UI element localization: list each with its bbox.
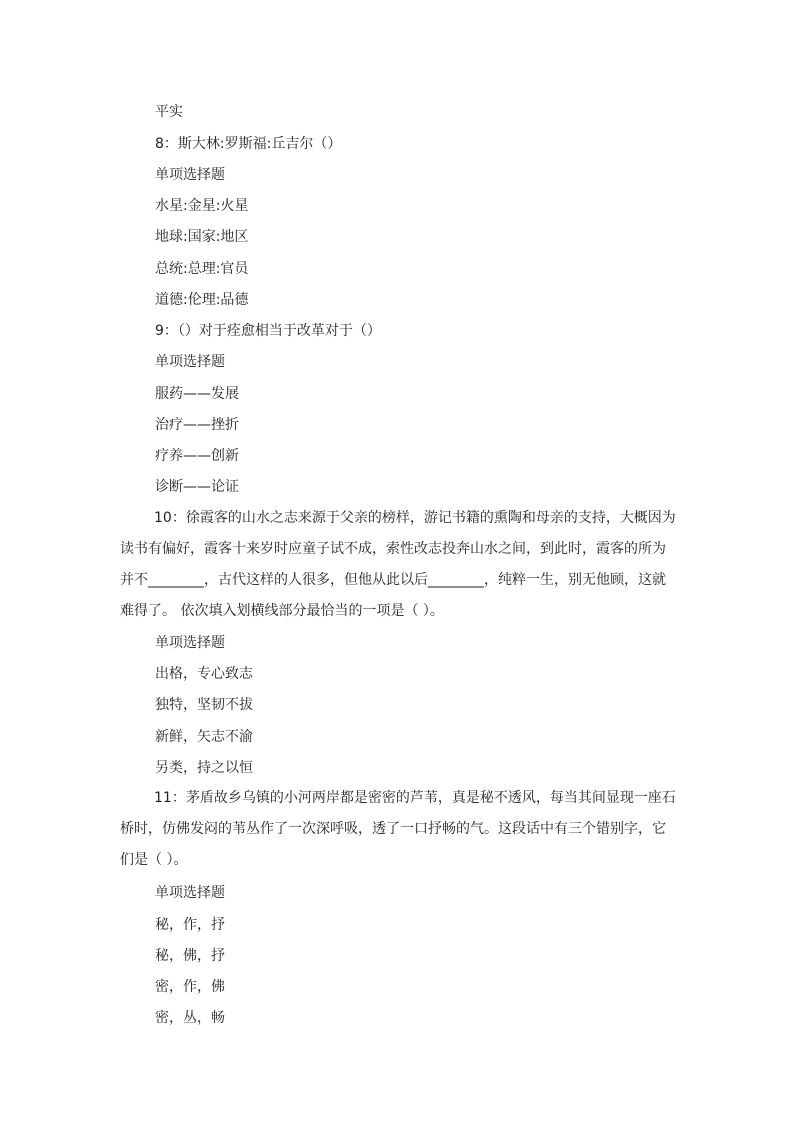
question-10 <box>120 503 680 627</box>
question-11-line-2: 桥时，仿佛发闷的苇丛作了一次深呼吸，透了一口抒畅的气。这段话中有三个错别字，它 <box>120 821 666 837</box>
option-c: 总统:总理:官员 <box>155 261 249 277</box>
question-10-line-4: 难得了。 依次填入划横线部分最恰当的一项是（ ）。 <box>120 603 444 619</box>
question-9: 9：（）对于痊愈相当于改革对于（） <box>155 323 381 339</box>
option-c: 密，作，佛 <box>155 979 225 995</box>
option-a: 秘，作，抒 <box>155 917 225 933</box>
option-d: 道德:伦理:品德 <box>155 292 249 308</box>
question-type-label: 单项选择题 <box>155 354 225 370</box>
option-d: 另类，持之以恒 <box>155 760 253 776</box>
question-11-line-1: 11：茅盾故乡乌镇的小河两岸都是密密的芦苇，真是秘不透风，每当其间显现一座石 <box>154 790 676 806</box>
question-8: 8：斯大林:罗斯福:丘吉尔（） <box>155 136 342 152</box>
question-type-label: 单项选择题 <box>155 635 225 651</box>
question-10-line-1: 10：徐霞客的山水之志来源于父亲的榜样，游记书籍的熏陶和母亲的支持，大概因为 <box>154 510 676 526</box>
question-type-label: 单项选择题 <box>155 885 225 901</box>
question-10-line-2: 读书有偏好，霞客十来岁时应童子试不成，索性改志投奔山水之间，到此时，霞客的所为 <box>120 541 666 557</box>
question-11-line-3: 们是（ ）。 <box>120 852 188 868</box>
option-d: 诊断——论证 <box>155 479 239 495</box>
option-a: 服药——发展 <box>155 386 239 402</box>
question-type-label: 单项选择题 <box>155 167 225 183</box>
question-10-line-3: 并不________，古代这样的人很多，但他从此以后________，纯粹一生，别无他顾，这就 <box>120 572 666 588</box>
option-c: 疗养——创新 <box>155 448 239 464</box>
option-c: 新鲜，矢志不渝 <box>155 729 253 745</box>
option-b: 独特，坚韧不拔 <box>155 697 253 713</box>
option-b: 治疗——挫折 <box>155 417 239 433</box>
answer-option-text: 平实 <box>155 104 183 120</box>
option-b: 地球:国家:地区 <box>155 229 249 245</box>
option-a: 水星:金星:火星 <box>155 198 249 214</box>
option-d: 密，丛，畅 <box>155 1010 225 1026</box>
option-b: 秘，佛，抒 <box>155 948 225 964</box>
question-11 <box>120 783 680 876</box>
option-a: 出格，专心致志 <box>155 666 253 682</box>
